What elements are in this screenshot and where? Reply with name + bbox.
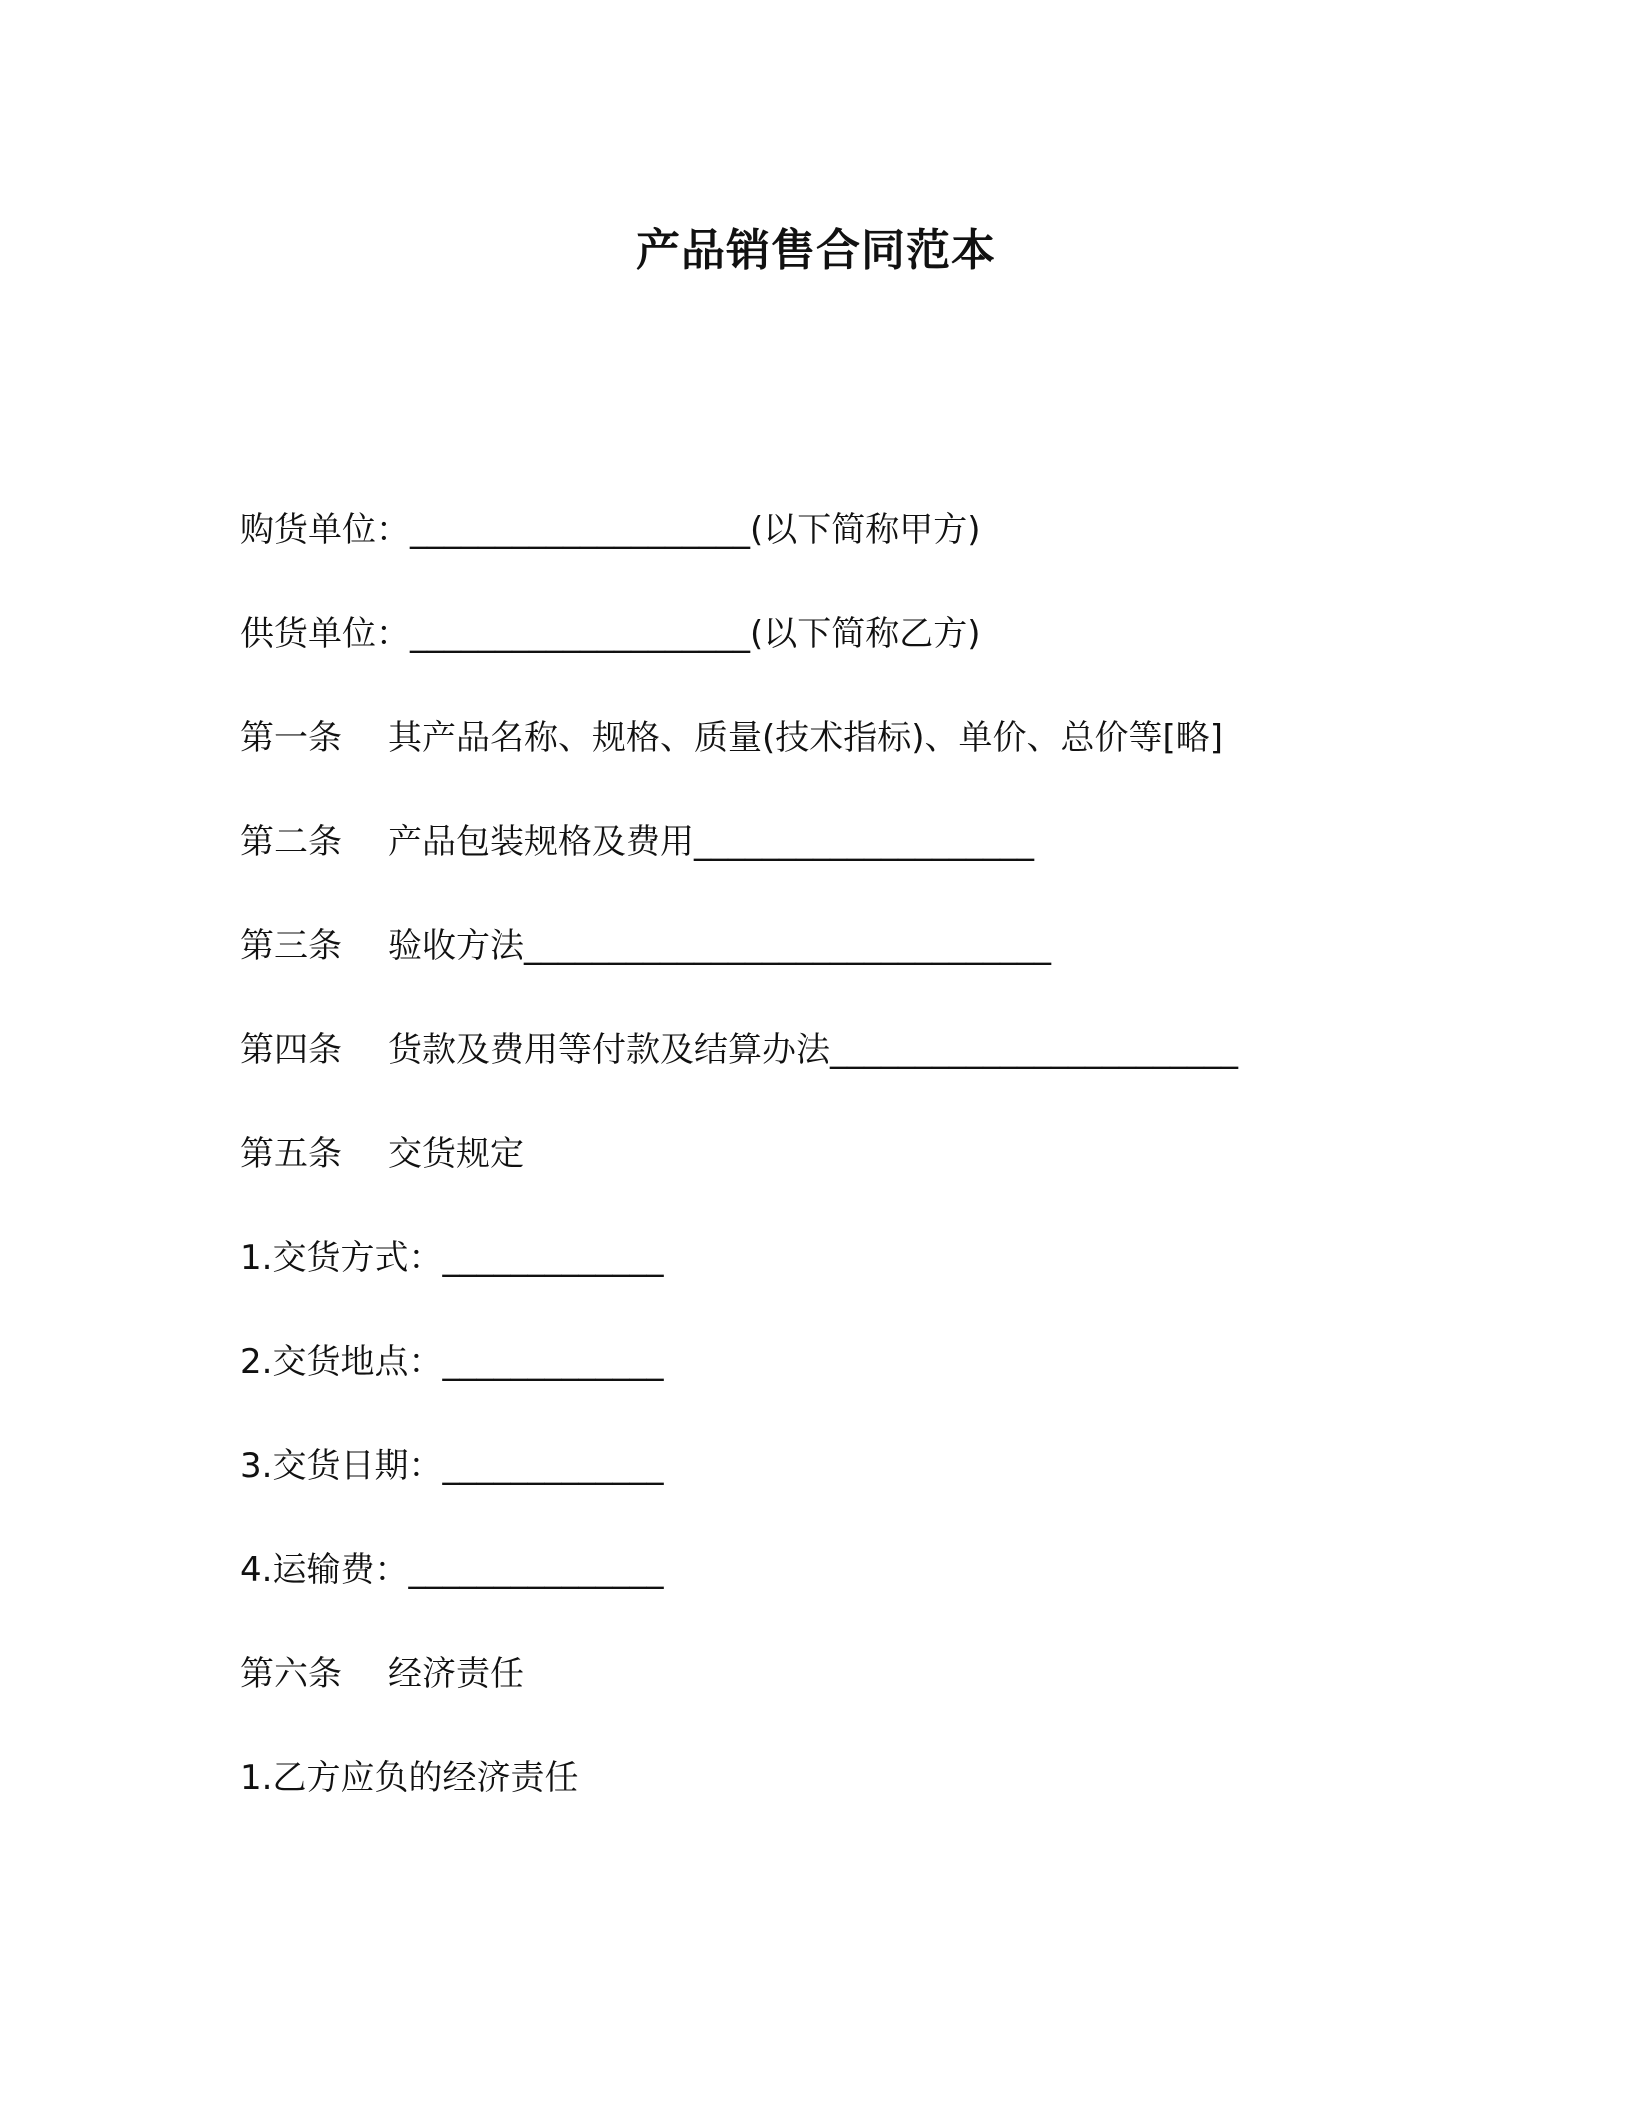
article-2-number: 第二条 [240, 822, 342, 862]
article-4-text: 货款及费用等付款及结算办法________________________ [388, 1030, 1238, 1070]
article-4 [240, 1020, 1440, 1124]
article-3 [240, 916, 1440, 1020]
article-5-number: 第五条 [240, 1134, 342, 1174]
article-6 [240, 1644, 1440, 1748]
article-5-text: 交货规定 [388, 1134, 524, 1174]
party-b-liability-line: 1.乙方应负的经济责任 [240, 1758, 579, 1798]
freight-line: 4.运输费：_______________ [240, 1550, 664, 1590]
article-2 [240, 812, 1440, 916]
buyer-line: 购货单位：____________________(以下简称甲方) [240, 510, 981, 550]
article-5 [240, 1124, 1440, 1228]
contract-body [240, 500, 1440, 1852]
delivery-date-line: 3.交货日期：_____________ [240, 1446, 664, 1486]
article-4-number: 第四条 [240, 1030, 342, 1070]
delivery-place-line: 2.交货地点：_____________ [240, 1342, 664, 1382]
article-6-number: 第六条 [240, 1654, 342, 1694]
article-1 [240, 708, 1440, 812]
article-1-number: 第一条 [240, 718, 342, 758]
article-3-number: 第三条 [240, 926, 342, 966]
article-3-text: 验收方法_______________________________ [388, 926, 1051, 966]
delivery-method-line: 1.交货方式：_____________ [240, 1238, 664, 1278]
supplier-line: 供货单位：____________________(以下简称乙方) [240, 614, 981, 654]
article-2-text: 产品包装规格及费用____________________ [388, 822, 1034, 862]
document-title: 产品销售合同范本 [636, 225, 996, 276]
article-1-text: 其产品名称、规格、质量(技术指标)、单价、总价等[略] [388, 718, 1224, 758]
article-6-text: 经济责任 [388, 1654, 524, 1694]
